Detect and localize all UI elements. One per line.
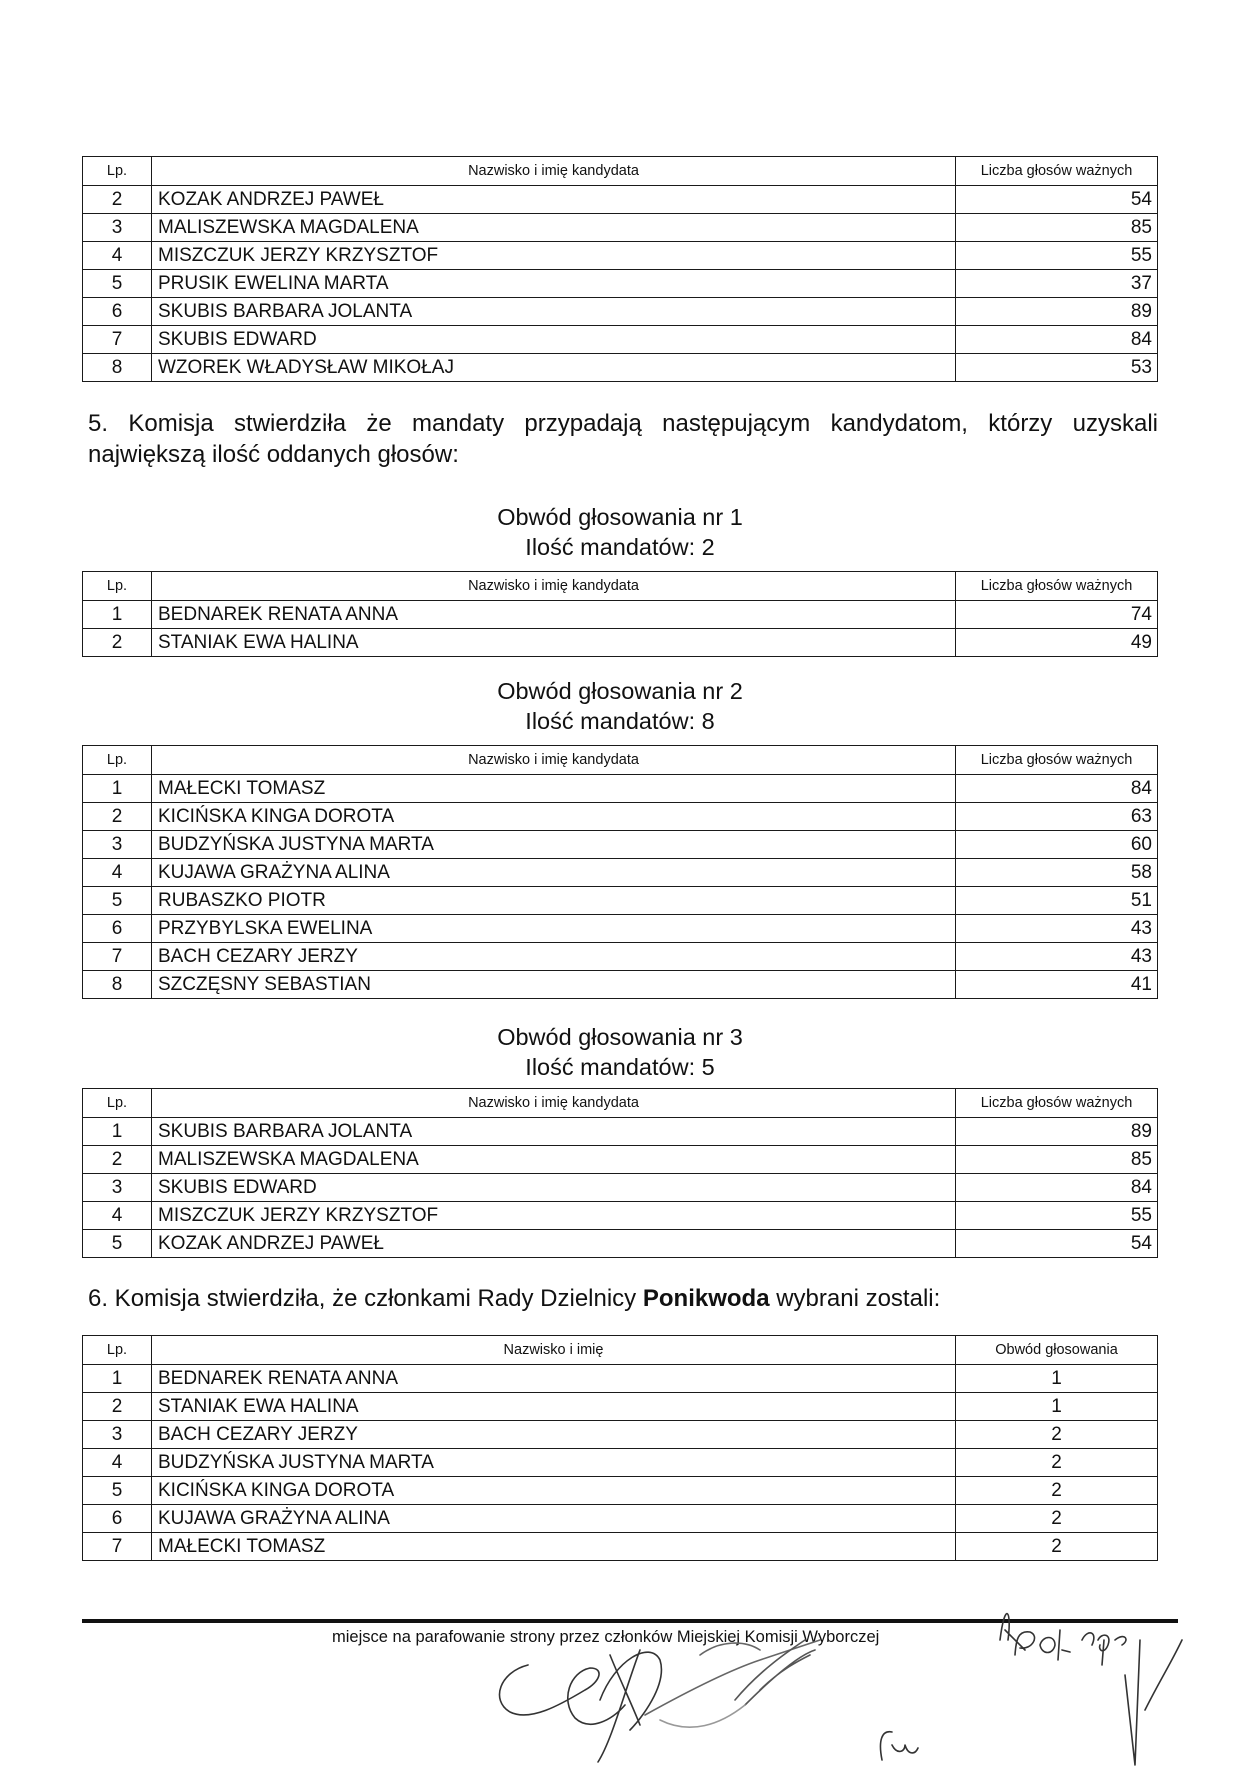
row-votes: 58 xyxy=(956,859,1158,887)
district-3-title: Obwód głosowania nr 3 xyxy=(497,1024,743,1050)
row-lp: 5 xyxy=(83,1230,152,1258)
row-lp: 5 xyxy=(83,1477,152,1505)
row-name: MISZCZUK JERZY KRZYSZTOF xyxy=(152,1202,956,1230)
row-lp: 2 xyxy=(83,1393,152,1421)
row-name: KUJAWA GRAŻYNA ALINA xyxy=(152,1505,956,1533)
section-6-suffix: wybrani zostali: xyxy=(769,1285,941,1312)
row-lp: 8 xyxy=(83,971,152,999)
row-name: KICIŃSKA KINGA DOROTA xyxy=(152,1477,956,1505)
section-5-line-2: największą ilość oddanych głosów: xyxy=(88,441,459,468)
row-name: BUDZYŃSKA JUSTYNA MARTA xyxy=(152,1449,956,1477)
section-6-prefix: 6. Komisja stwierdziła, że członkami Rady Dzielnicy xyxy=(88,1285,643,1312)
row-district: 1 xyxy=(956,1365,1158,1393)
row-votes: 89 xyxy=(956,298,1158,326)
row-votes: 63 xyxy=(956,803,1158,831)
row-lp: 6 xyxy=(83,298,152,326)
row-name: SKUBIS EDWARD xyxy=(152,1174,956,1202)
row-lp: 5 xyxy=(83,887,152,915)
row-votes: 54 xyxy=(956,1230,1158,1258)
row-votes: 54 xyxy=(956,186,1158,214)
header-name: Nazwisko i imię kandydata xyxy=(152,1089,956,1118)
row-district: 1 xyxy=(956,1393,1158,1421)
row-lp: 1 xyxy=(83,1118,152,1146)
row-lp: 3 xyxy=(83,831,152,859)
row-name: KICIŃSKA KINGA DOROTA xyxy=(152,803,956,831)
header-name: Nazwisko i imię kandydata xyxy=(152,157,956,186)
row-votes: 74 xyxy=(956,601,1158,629)
row-lp: 3 xyxy=(83,1174,152,1202)
row-name: KOZAK ANDRZEJ PAWEŁ xyxy=(152,186,956,214)
district-2-mandates: Ilość mandatów: 8 xyxy=(525,708,715,734)
row-lp: 5 xyxy=(83,270,152,298)
row-name: PRUSIK EWELINA MARTA xyxy=(152,270,956,298)
row-votes: 37 xyxy=(956,270,1158,298)
header-votes: Liczba głosów ważnych xyxy=(956,157,1158,186)
row-name: RUBASZKO PIOTR xyxy=(152,887,956,915)
row-district: 2 xyxy=(956,1533,1158,1561)
header-lp: Lp. xyxy=(83,157,152,186)
row-name: MISZCZUK JERZY KRZYSZTOF xyxy=(152,242,956,270)
district-2-title: Obwód głosowania nr 2 xyxy=(497,678,743,704)
row-lp: 2 xyxy=(83,1146,152,1174)
row-lp: 7 xyxy=(83,326,152,354)
row-name: MAŁECKI TOMASZ xyxy=(152,775,956,803)
row-lp: 8 xyxy=(83,354,152,382)
row-name: MALISZEWSKA MAGDALENA xyxy=(152,214,956,242)
row-district: 2 xyxy=(956,1477,1158,1505)
header-lp: Lp. xyxy=(83,572,152,601)
row-lp: 3 xyxy=(83,214,152,242)
row-votes: 43 xyxy=(956,915,1158,943)
row-name: SZCZĘSNY SEBASTIAN xyxy=(152,971,956,999)
district-name: Ponikwoda xyxy=(642,1285,770,1312)
row-lp: 3 xyxy=(83,1421,152,1449)
row-lp: 2 xyxy=(83,186,152,214)
row-votes: 55 xyxy=(956,1202,1158,1230)
row-lp: 4 xyxy=(83,859,152,887)
header-name: Nazwisko i imię xyxy=(152,1336,956,1365)
row-name: KOZAK ANDRZEJ PAWEŁ xyxy=(152,1230,956,1258)
row-lp: 1 xyxy=(83,775,152,803)
row-votes: 51 xyxy=(956,887,1158,915)
row-name: WZOREK WŁADYSŁAW MIKOŁAJ xyxy=(152,354,956,382)
row-district: 2 xyxy=(956,1505,1158,1533)
row-votes: 89 xyxy=(956,1118,1158,1146)
header-district: Obwód głosowania xyxy=(956,1336,1158,1365)
row-votes: 43 xyxy=(956,943,1158,971)
row-lp: 7 xyxy=(83,1533,152,1561)
row-lp: 6 xyxy=(83,915,152,943)
row-lp: 4 xyxy=(83,242,152,270)
row-name: BEDNAREK RENATA ANNA xyxy=(152,1365,956,1393)
row-votes: 84 xyxy=(956,1174,1158,1202)
header-votes: Liczba głosów ważnych xyxy=(956,746,1158,775)
row-votes: 85 xyxy=(956,1146,1158,1174)
row-votes: 49 xyxy=(956,629,1158,657)
row-name: STANIAK EWA HALINA xyxy=(152,629,956,657)
header-votes: Liczba głosów ważnych xyxy=(956,572,1158,601)
row-votes: 55 xyxy=(956,242,1158,270)
row-name: BACH CEZARY JERZY xyxy=(152,1421,956,1449)
row-lp: 2 xyxy=(83,803,152,831)
row-name: SKUBIS BARBARA JOLANTA xyxy=(152,298,956,326)
row-lp: 4 xyxy=(83,1202,152,1230)
row-name: MAŁECKI TOMASZ xyxy=(152,1533,956,1561)
section-5-line-1: 5. Komisja stwierdziła że mandaty przypadają następującym kandydatom, którzy uzyskali xyxy=(88,410,1158,437)
row-lp: 2 xyxy=(83,629,152,657)
row-votes: 53 xyxy=(956,354,1158,382)
row-name: SKUBIS BARBARA JOLANTA xyxy=(152,1118,956,1146)
district-1-title: Obwód głosowania nr 1 xyxy=(497,504,743,530)
row-name: SKUBIS EDWARD xyxy=(152,326,956,354)
row-lp: 7 xyxy=(83,943,152,971)
row-name: STANIAK EWA HALINA xyxy=(152,1393,956,1421)
row-name: BUDZYŃSKA JUSTYNA MARTA xyxy=(152,831,956,859)
row-lp: 4 xyxy=(83,1449,152,1477)
row-district: 2 xyxy=(956,1421,1158,1449)
row-name: KUJAWA GRAŻYNA ALINA xyxy=(152,859,956,887)
header-lp: Lp. xyxy=(83,1336,152,1365)
header-lp: Lp. xyxy=(83,1089,152,1118)
header-lp: Lp. xyxy=(83,746,152,775)
row-name: BACH CEZARY JERZY xyxy=(152,943,956,971)
row-name: MALISZEWSKA MAGDALENA xyxy=(152,1146,956,1174)
row-lp: 1 xyxy=(83,1365,152,1393)
row-lp: 6 xyxy=(83,1505,152,1533)
header-name: Nazwisko i imię kandydata xyxy=(152,572,956,601)
row-name: BEDNAREK RENATA ANNA xyxy=(152,601,956,629)
row-district: 2 xyxy=(956,1449,1158,1477)
header-votes: Liczba głosów ważnych xyxy=(956,1089,1158,1118)
row-votes: 60 xyxy=(956,831,1158,859)
footer-initials-note: miejsce na parafowanie strony przez członków Miejskiej Komisji Wyborczej xyxy=(332,1628,880,1646)
header-name: Nazwisko i imię kandydata xyxy=(152,746,956,775)
row-votes: 84 xyxy=(956,775,1158,803)
row-name: PRZYBYLSKA EWELINA xyxy=(152,915,956,943)
row-lp: 1 xyxy=(83,601,152,629)
district-3-mandates: Ilość mandatów: 5 xyxy=(525,1054,715,1080)
row-votes: 84 xyxy=(956,326,1158,354)
district-1-mandates: Ilość mandatów: 2 xyxy=(525,534,715,560)
row-votes: 85 xyxy=(956,214,1158,242)
row-votes: 41 xyxy=(956,971,1158,999)
